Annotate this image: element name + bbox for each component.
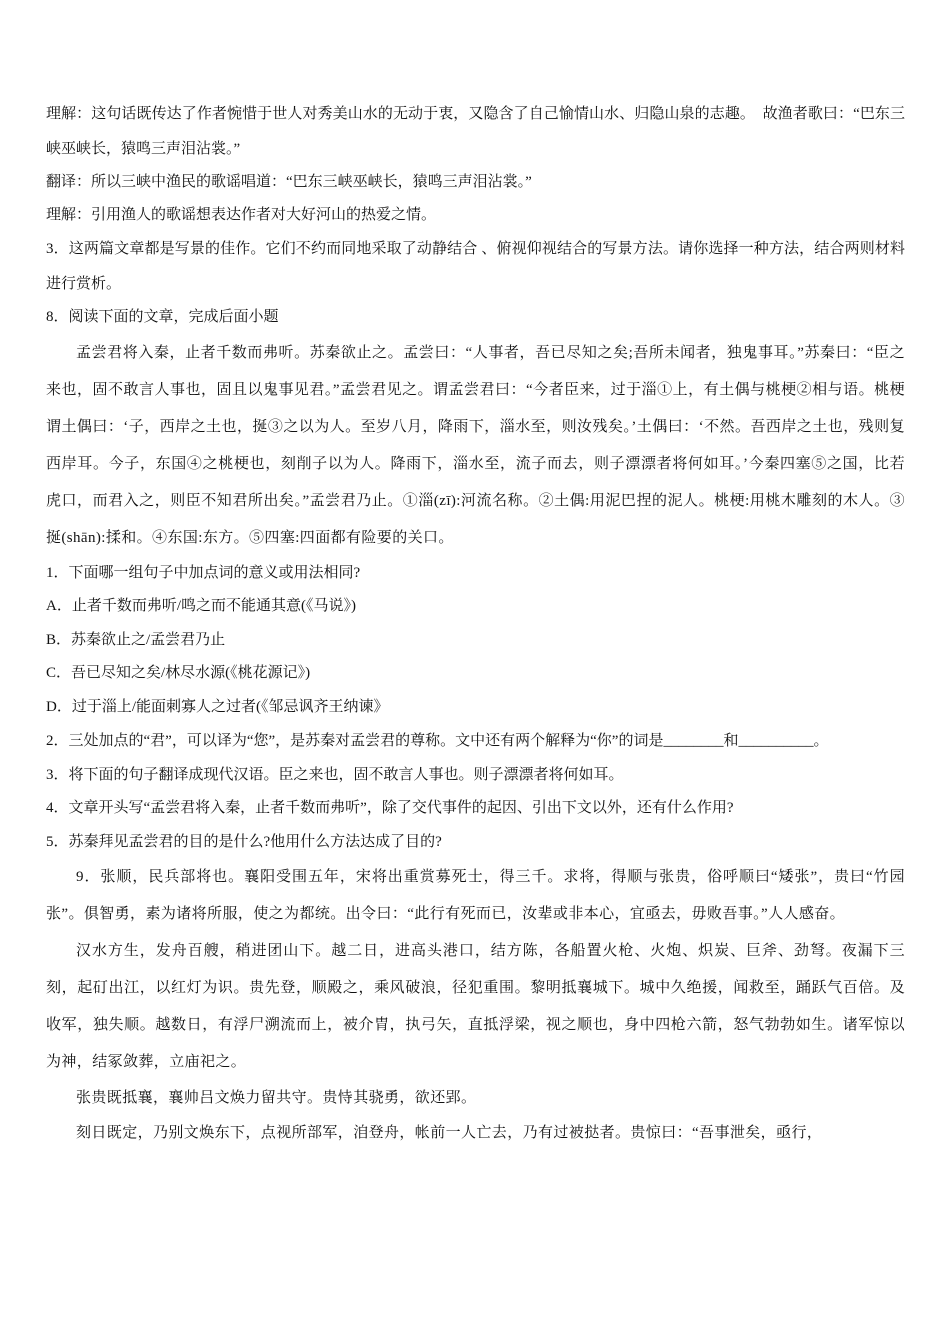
question-8-heading: 8．阅读下面的文章，完成后面小题	[46, 309, 279, 325]
subquestion-5: 5．苏秦拜见孟尝君的目的是什么?他用什么方法达成了目的?	[46, 833, 442, 850]
passage-8: 孟尝君将入秦，止者千数而弗听。苏秦欲止之。孟尝曰：“人事者，吾已尽知之矣;吾所未闻者，独鬼事耳。”苏秦曰：“臣之来也，固不敢言人事也，固且以鬼事见君。”孟尝君见之。谓孟尝君曰：“今者臣来，过于淄①上，有土偶与桃梗②相与语。桃梗谓土偶曰：‘子，西岸之土也，挻③之以为人。至岁八月，降雨下，淄水至，则汝残矣。’土偶曰：‘不然。吾西岸之土也，残则复西岸耳。今子，东国④之桃梗也，刻削子以为人。降雨下，淄水至，流子而去，则子漂漂者将何如耳。’今秦四塞⑤之国，比若虎口，而君入之，则臣不知君所出矣。”孟尝君乃止。①淄(zī):河流名称。②土偶:用泥巴捏的泥人。桃梗:用桃木雕刻的木人。③挻(shān):揉和。④东国:东方。⑤四塞:四面都有险要的关口。	[46, 344, 905, 546]
option-c: C．吾已尽知之矣/林尽水源(《桃花源记》)	[46, 665, 311, 681]
subquestion-1: 1．下面哪一组句子中加点词的意义或用法相同?	[46, 564, 361, 581]
option-d: D．过于淄上/能面刺寡人之过者(《邹忌讽齐王纳谏》	[46, 698, 389, 715]
line-translation: 翻译：所以三峡中渔民的歌谣唱道：“巴东三峡巫峡长，猿鸣三声泪沾裳。”	[46, 174, 532, 190]
subquestion-3: 3．将下面的句子翻译成现代汉语。臣之来也，固不敢言人事也。则子漂漂者将何如耳。	[46, 766, 624, 783]
option-a: A．止者千数而弗听/鸣之而不能通其意(《马说》)	[46, 598, 356, 614]
option-b: B．苏秦欲止之/孟尝君乃止	[46, 631, 226, 648]
subquestion-4: 4．文章开头写“孟尝君将入秦，止者千数而弗听”，除了交代事件的起因、引出下文以外，还有什么作用?	[46, 800, 734, 816]
passage-9-paragraph-1: 9．张顺，民兵部将也。襄阳受围五年，宋将出重赏募死士，得三千。求将，得顺与张贵，俗呼顺曰“矮张”，贵曰“竹园张”。俱智勇，素为诸将所服，使之为都统。出令曰：“此行有死而已，汝辈或非本心，宜亟去，毋败吾事。”人人感奋。	[46, 869, 905, 922]
passage-9-paragraph-4: 刻日既定，乃别文焕东下，点视所部军，洎登舟，帐前一人亡去，乃有过被挞者。贵惊曰：“吾事泄矣，亟行，	[76, 1124, 823, 1141]
passage-9-paragraph-3: 张贵既抵襄，襄帅吕文焕力留共守。贵恃其骁勇，欲还郢。	[76, 1090, 477, 1106]
passage-9-paragraph-2: 汉水方生，发舟百艘，稍进团山下。越二日，进高头港口，结方陈，各船置火枪、火炮、炽炭、巨斧、劲弩。夜漏下三刻，起矴出江，以红灯为识。贵先登，顺殿之，乘风破浪，径犯重围。黎明抵襄城下。城中久绝援，闻救至，踊跃气百倍。及收军，独失顺。越数日，有浮尸溯流而上，被介胄，执弓矢，直抵浮梁，视之顺也，身中四枪六箭，怒气勃勃如生。诸军惊以为神，结冢敛葬，立庙祀之。	[46, 943, 905, 1070]
subquestion-2: 2．三处加点的“君”，可以译为“您”，是苏秦对孟尝君的尊称。文中还有两个解释为“你”的词是________和__________。	[46, 733, 829, 749]
line-understanding-2: 理解：引用渔人的歌谣想表达作者对大好河山的热爱之情。	[46, 207, 437, 223]
question-3-prompt: 3．这两篇文章都是写景的佳作。它们不约而同地采取了动静结合 、俯视仰视结合的写景方法。请你选择一种方法，结合两则材料进行赏析。	[46, 241, 905, 292]
line-understanding-1: 理解：这句话既传达了作者惋惜于世人对秀美山水的无动于衷，又隐含了自己愉情山水、归隐山泉的志趣。 故渔者歌曰：“巴东三峡巫峡长，猿鸣三声泪沾裳。”	[46, 106, 905, 157]
